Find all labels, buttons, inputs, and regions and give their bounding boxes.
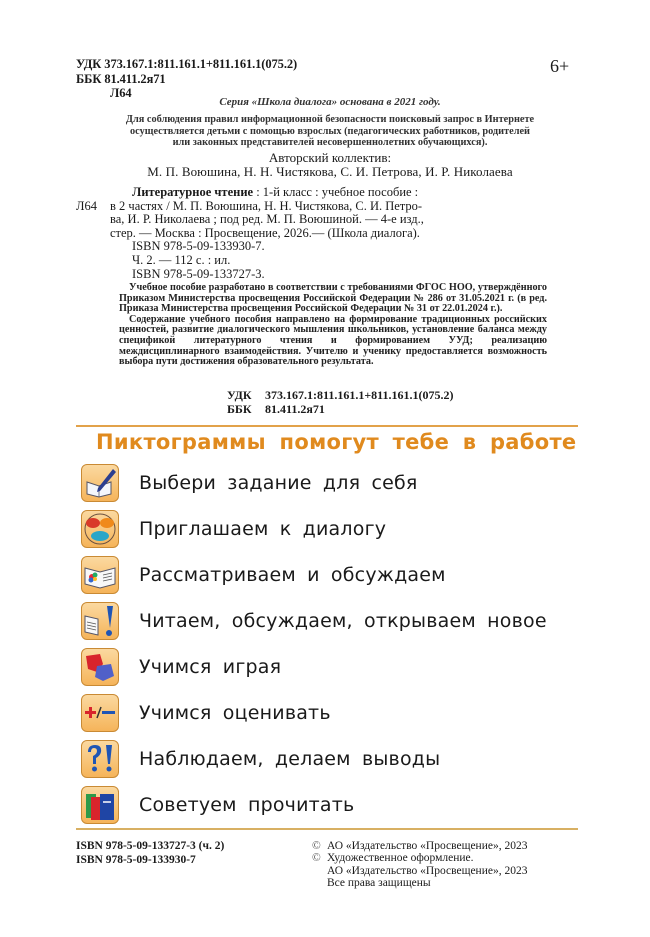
- open-book-picture-icon: [81, 556, 119, 594]
- pictogram-label: Советуем прочитать: [139, 794, 355, 816]
- pictogram-item: [81, 693, 331, 733]
- annotation-paragraph: Содержание учебного пособия направлено на формирование традиционных российских ценностей, развитие диалогического мышления школьников, установление баланса между спецификой литературного чтения и формированием УУД; реализацию междисциплинарного взаимодействия. Учителю и ученику предоставляется возможность выбора пути достижения образовательного результата.: [119, 313, 547, 368]
- series-note: Серия «Школа диалога» основана в 2021 году.: [219, 96, 441, 108]
- pictogram-label: Приглашаем к диалогу: [139, 518, 387, 540]
- biblio-text: в 2 частях / М. П. Воюшина, Н. Н. Чистякова, С. И. Петро-: [110, 198, 423, 213]
- books-icon: [81, 786, 119, 824]
- footer-copyright: [312, 840, 527, 889]
- rights-reserved: Все права защищены: [327, 876, 431, 889]
- isbn-set: ISBN 978-5-09-133930-7: [76, 853, 196, 866]
- plus-minus-icon: [81, 694, 119, 732]
- biblio-part: Ч. 2. — 112 с. : ил.: [132, 252, 231, 267]
- pictogram-item: [81, 785, 354, 825]
- author-mark: Л64: [76, 198, 97, 213]
- pictogram-label: Выбери задание для себя: [139, 472, 418, 494]
- copyright-icon: ©: [312, 852, 321, 865]
- puzzle-icon: [81, 648, 119, 686]
- pictogram-item: [81, 647, 281, 687]
- copyright-line: АО «Издательство «Просвещение», 2023: [327, 864, 528, 877]
- hands-icon: [81, 510, 119, 548]
- footer-isbn: [76, 840, 224, 867]
- pictogram-label: Учимся оценивать: [139, 702, 331, 724]
- isbn-part: ISBN 978-5-09-133727-3 (ч. 2): [76, 840, 225, 852]
- book-exclamation-icon: [81, 602, 119, 640]
- pictograms-title: Пиктограммы помогут тебе в работе: [96, 430, 577, 454]
- annotation: [119, 283, 547, 368]
- divider-top: [76, 425, 578, 427]
- udk-code: УДК 373.167.1:811.161.1+811.161.1(075.2): [76, 57, 298, 71]
- safety-line: или законных представителей несовершеннолетних обучающихся).: [172, 137, 488, 148]
- pictogram-label: Учимся играя: [139, 656, 282, 678]
- pictogram-label: Читаем, обсуждаем, открываем новое: [139, 610, 547, 632]
- safety-notice: [70, 114, 590, 149]
- udk-key: УДК: [227, 388, 252, 402]
- question-exclamation-icon: [81, 740, 119, 778]
- udk-value: 373.167.1:811.161.1+811.161.1(075.2): [265, 388, 454, 402]
- pictogram-item: [81, 601, 547, 641]
- pen-notebook-icon: [81, 464, 119, 502]
- classification-block-top: [76, 57, 297, 101]
- author-mark: Л64: [110, 86, 132, 100]
- biblio-line-3: ва, И. Р. Николаева ; под ред. М. П. Воюшиной. — 4-е изд.,: [110, 212, 424, 227]
- bbk-value: 81.411.2я71: [265, 401, 325, 416]
- pictogram-label: Рассматриваем и обсуждаем: [139, 564, 446, 586]
- classification-block-bottom: [227, 389, 454, 416]
- biblio-line-4: стер. — Москва : Просвещение, 2026.— (Школа диалога).: [110, 225, 420, 240]
- safety-line: осуществляется детьми с помощью взрослых (педагогических работников, родителей: [130, 125, 530, 137]
- bbk-code: ББК 81.411.2я71: [76, 71, 166, 86]
- divider-bottom: [76, 828, 578, 830]
- pictogram-item: [81, 463, 418, 503]
- copyright-icon: ©: [312, 840, 321, 852]
- pictogram-item: [81, 739, 440, 779]
- biblio-isbn-part: ISBN 978-5-09-133727-3.: [132, 266, 265, 281]
- annotation-paragraph: Учебное пособие разработано в соответствии с требованиями ФГОС НОО, утверждённого Приказом Министерства просвещения Российской Федерации № 286 от 31.05.2021 г. (в ред. Приказа Министерства просвещения Российской Федерации № 31 от 22.01.2024 г.).: [119, 282, 547, 315]
- bibliographic-record: [76, 186, 546, 281]
- book-title: Литературное чтение: [132, 185, 254, 199]
- pictogram-label: Наблюдаем, делаем выводы: [139, 748, 441, 770]
- copyright-line: АО «Издательство «Просвещение», 2023: [327, 840, 528, 852]
- bbk-key: ББК: [227, 401, 252, 416]
- age-rating: 6+: [550, 56, 570, 76]
- authors-names: М. П. Воюшина, Н. Н. Чистякова, С. И. Петрова, И. Р. Николаева: [147, 164, 513, 179]
- authors-heading: Авторский коллектив:: [268, 150, 392, 165]
- copyright-line: Художественное оформление.: [327, 852, 474, 865]
- biblio-text: : 1-й класс : учебное пособие :: [253, 185, 419, 199]
- safety-line: Для соблюдения правил информационной безопасности поисковый запрос в Интернете: [125, 114, 535, 125]
- biblio-line-2: [76, 200, 546, 214]
- pictogram-item: [81, 509, 386, 549]
- biblio-line-1: [76, 186, 546, 200]
- pictogram-item: [81, 555, 446, 595]
- biblio-isbn-set: ISBN 978-5-09-133930-7.: [132, 239, 265, 254]
